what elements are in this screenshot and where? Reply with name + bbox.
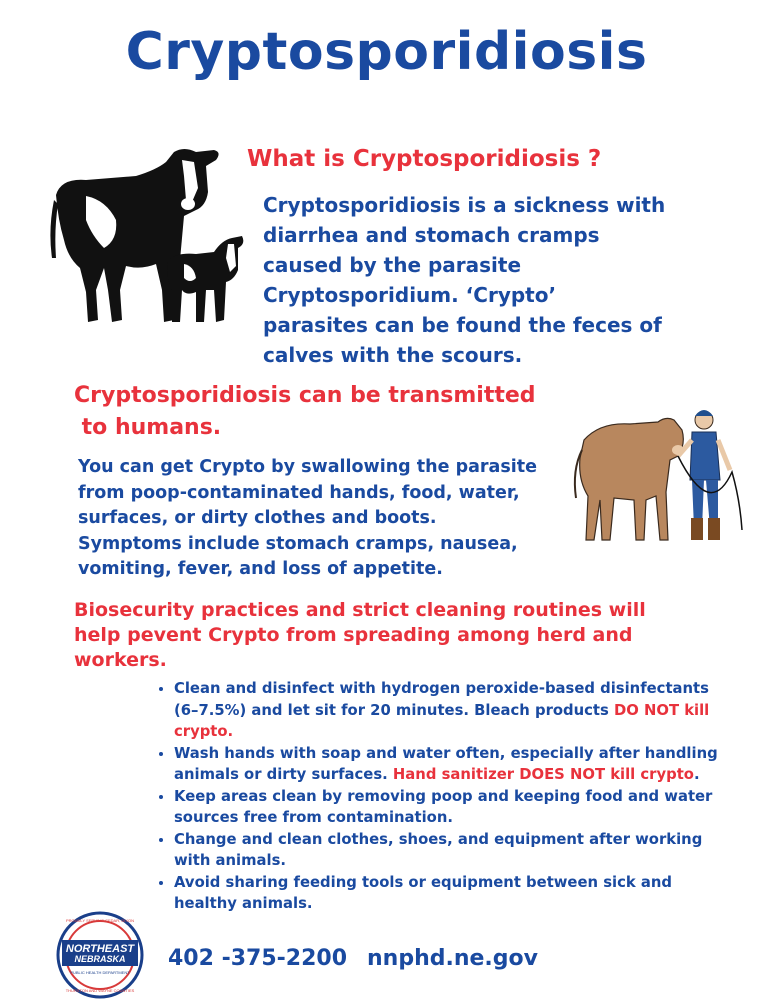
- intro-line: calves with the scours.: [263, 343, 523, 367]
- intro-line: caused by the parasite: [263, 253, 522, 277]
- logo-line1: NORTHEAST: [65, 943, 135, 955]
- phone-number: 402 -375-2200: [168, 946, 347, 971]
- heading-line: to humans.: [74, 415, 222, 440]
- logo-line3: PUBLIC HEALTH DEPARTMENT: [70, 970, 130, 975]
- list-item: • Clean and disinfect with hydrogen peroxide-based disinfectants (6–7.5%) and let sit for 20 minutes. Bleach products DO NOT kill crypto.: [174, 678, 734, 743]
- transmission-line: surfaces, or dirty clothes and boots.: [78, 508, 437, 528]
- biosecurity-bullet-list: [154, 678, 734, 915]
- what-is-paragraph: [263, 190, 683, 370]
- logo-ring-top: PROUDLY SERVING CEDAR, DIXON: [65, 918, 135, 923]
- transmission-heading: [74, 380, 594, 444]
- northeast-nebraska-logo: [52, 910, 148, 1000]
- website-link[interactable]: nnphd.ne.gov: [367, 946, 538, 971]
- heading-line: workers.: [74, 649, 167, 671]
- list-item: • Keep areas clean by removing poop and keeping food and water sources free from contamination.: [174, 786, 734, 829]
- heading-line: Biosecurity practices and strict cleaning routines will: [74, 599, 646, 621]
- page-title: Cryptosporidiosis: [125, 22, 648, 82]
- transmission-line: Symptoms include stomach cramps, nausea,: [78, 533, 518, 554]
- heading-line: Cryptosporidiosis can be transmitted: [74, 383, 536, 408]
- intro-line: Cryptosporidiosis is a sickness with: [263, 193, 666, 217]
- logo-ring-bottom: THURSTON AND WAYNE COUNTIES: [65, 988, 135, 993]
- transmission-line: vomiting, fever, and loss of appetite.: [78, 559, 443, 579]
- list-item: • Avoid sharing feeding tools or equipment between sick and healthy animals.: [174, 872, 734, 915]
- intro-line: parasites can be found the feces of: [263, 313, 662, 337]
- logo-line2: NEBRASKA: [74, 954, 126, 964]
- list-item: • Change and clean clothes, shoes, and equipment after working with animals.: [174, 829, 734, 872]
- intro-line: Cryptosporidium. ‘Crypto’: [263, 283, 557, 307]
- what-is-heading: What is Cryptosporidiosis ?: [247, 146, 602, 172]
- transmission-line: from poop-contaminated hands, food, water,: [78, 482, 520, 503]
- intro-line: diarrhea and stomach cramps: [263, 223, 600, 247]
- transmission-line: You can get Crypto by swallowing the parasite: [78, 457, 538, 477]
- heading-line: help pevent Crypto from spreading among herd and: [74, 624, 633, 646]
- cow-and-calf-illustration: [46, 140, 246, 340]
- farmer-with-cow-illustration: [570, 400, 750, 550]
- transmission-paragraph: [78, 455, 558, 583]
- biosecurity-heading: [74, 598, 714, 673]
- list-item: • Wash hands with soap and water often, especially after handling animals or dirty surfaces. Hand sanitizer DOES NOT kill crypto.: [174, 743, 734, 786]
